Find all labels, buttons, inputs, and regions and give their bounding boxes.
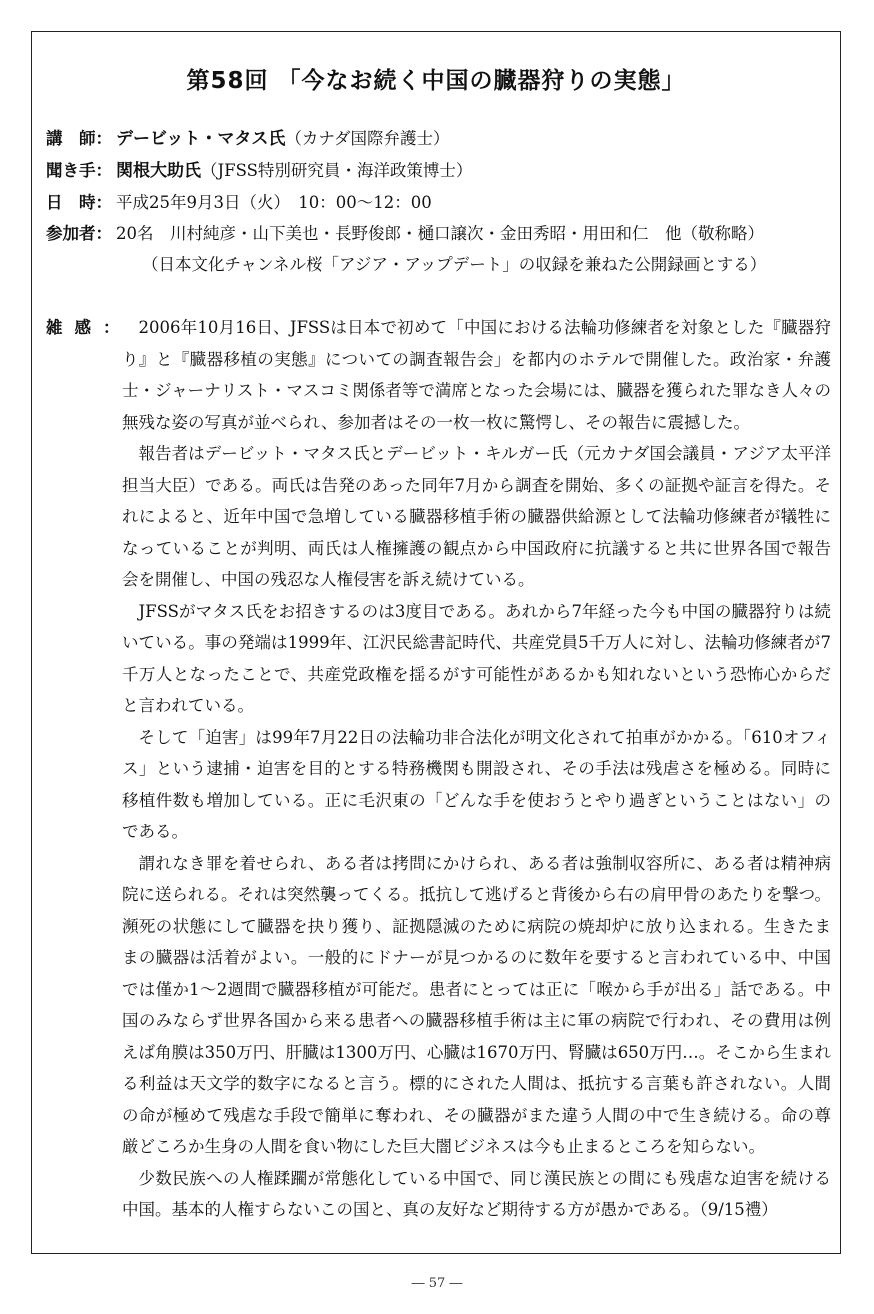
interviewer-value: [116, 155, 831, 187]
lecturer-value: [116, 123, 831, 155]
lecturer-name: デービット・マタス氏: [116, 129, 286, 149]
article-frame: [31, 31, 841, 1254]
event-info: [46, 123, 831, 280]
participants-value: 20名 川村純彦・山下美也・長野俊郎・樋口譲次・金田秀昭・用田和仁 他（敬称略）: [116, 224, 764, 243]
essay-section: [46, 312, 831, 1226]
essay-paragraph: そして「迫害」は99年7月22日の法輪功非合法化が明文化されて拍車がかかる。「610オフィス」という逮捕・迫害を目的とする特務機関も開設され、その手法は残虐さを極める。同時に移植件数も増加している。正に毛沢東の「どんな手を使おうとやり過ぎということはない」のである。: [122, 727, 832, 841]
participants-note: （日本文化チャンネル桜「アジア・アップデート」の収録を兼ねた公開録画とする）: [142, 255, 767, 274]
lecturer-row: [46, 123, 831, 155]
datetime-row: [46, 187, 831, 218]
interviewer-label: 聞き手：: [46, 161, 112, 180]
article-title: 第58回 「今なお続く中国の臓器狩りの実態」: [186, 68, 686, 94]
datetime-value: 平成25年9月3日（火） 10：00～12：00: [116, 193, 432, 212]
essay-body: [122, 312, 831, 1226]
participants-row: [46, 218, 831, 249]
interviewer-name: 関根大助氏: [116, 161, 201, 181]
page-number: ― 57 ―: [411, 1276, 463, 1291]
participants-label: 参加者：: [46, 224, 112, 243]
lecturer-label: 講 師：: [46, 129, 112, 148]
essay-paragraph: 謂れなき罪を着せられ、ある者は拷問にかけられ、ある者は強制収容所に、ある者は精神病院に送られる。それは突然襲ってくる。抵抗して逃げると背後から右の肩甲骨のあたりを撃つ。瀕死の状態にして臓器を抉り獲り、証拠隠滅のために病院の焼却炉に放り込まれる。生きたままの臓器は活着がよい。一般的にドナーが見つかるのに数年を要すると言われている中、中国では僅か1～2週間で臓器移植が可能だ。患者にとっては正に「喉から手が出る」話である。中国のみならず世界各国から来る患者への臓器移植手術は主に軍の病院で行われ、その費用は例えば角膜は350万円、肝臓は1300万円、心臓は1670万円、腎臓は650万円…。そこから生まれる利益は天文学的数字になると言う。標的にされた人間は、抵抗する言葉も許されない。人間の命が極めて残虐な手段で簡単に奪われ、その臓器がまた違う人間の中で生き続ける。命の尊厳どころか生身の人間を食い物にした巨大闇ビジネスは今も止まるところを知らない。: [122, 853, 832, 1156]
interviewer-affiliation: （JFSS特別研究員・海洋政策博士）: [201, 161, 473, 180]
essay-label: 雑感：: [46, 318, 132, 337]
datetime-label: 日 時：: [46, 193, 112, 212]
essay-paragraph: 2006年10月16日、JFSSは日本で初めて「中国における法輪功修練者を対象とした『臓器狩り』と『臓器移植の実態』についての調査報告会」を都内のホテルで開催した。政治家・弁護士・ジャーナリスト・マスコミ関係者等で満席となった会場には、臓器を獲られた罪なき人々の無残な姿の写真が並べられ、参加者はその一枚一枚に驚愕し、その報告に震撼した。: [122, 318, 831, 432]
essay-paragraph: 少数民族への人権蹂躙が常態化している中国で、同じ漢民族との間にも残虐な迫害を続ける中国。基本的人権すらないこの国と、真の友好など期待する方が愚かである。（9/15禮）: [122, 1168, 831, 1219]
lecturer-affiliation: （カナダ国際弁護士）: [285, 129, 450, 148]
interviewer-row: [46, 155, 831, 187]
essay-paragraph: 報告者はデービット・マタス氏とデービット・キルガー氏（元カナダ国会議員・アジア太平洋担当大臣）である。両氏は告発のあった同年7月から調査を開始、多くの証拠や証言を得た。それによると、近年中国で急増している臓器移植手術の臓器供給源として法輪功修練者が犠牲になっていることが判明、両氏は人権擁護の観点から中国政府に抗議すると共に世界各国で報告会を開催し、中国の残忍な人権侵害を訴え続けている。: [122, 444, 832, 589]
essay-paragraph: JFSSがマタス氏をお招きするのは3度目である。あれから7年経った今も中国の臓器狩りは続いている。事の発端は1999年、江沢民総書記時代、共産党員5千万人に対し、法輪功修練者が7千万人となったことで、共産党政権を揺るがす可能性があるかも知れないという恐怖心からだと言われている。: [122, 601, 831, 715]
